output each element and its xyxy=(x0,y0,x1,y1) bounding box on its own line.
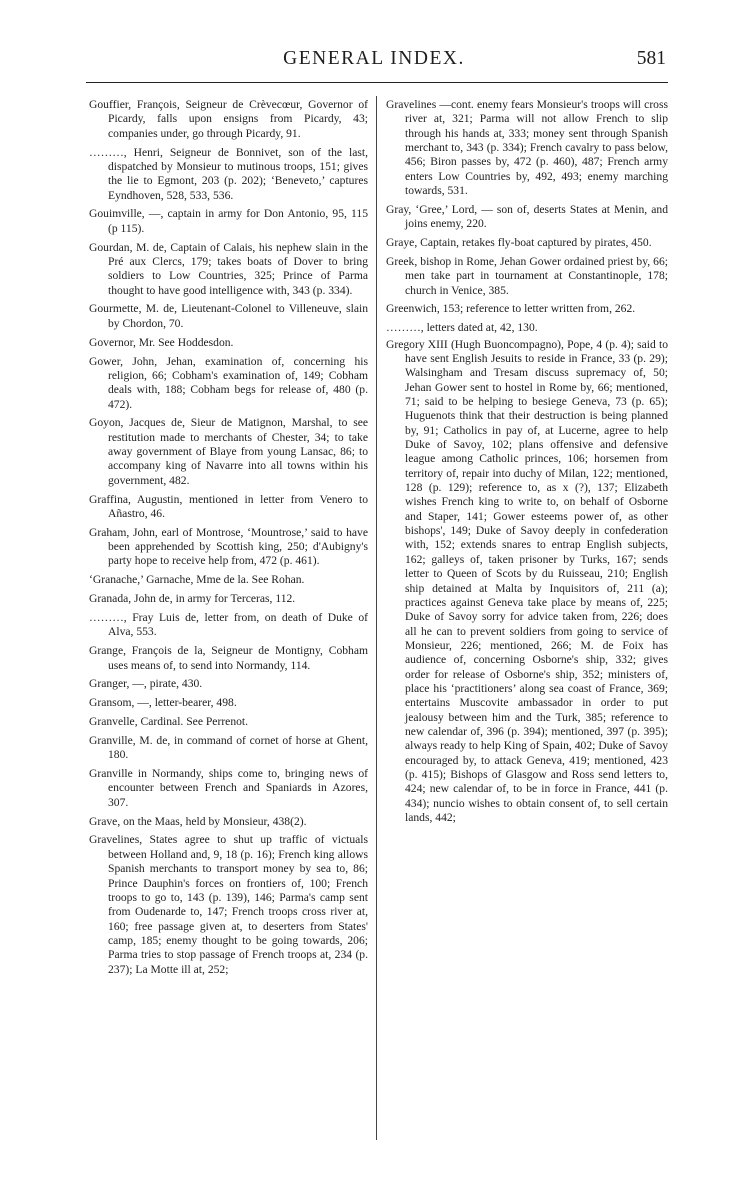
index-entry: Gray, ‘Gree,’ Lord, — son of, deserts States at Menin, and joins enemy, 220. xyxy=(386,202,668,231)
index-entry: Greek, bishop in Rome, Jehan Gower ordained priest by, 66; men take part in tournament at Constantinople, 178; church in Venice, 385. xyxy=(386,254,668,297)
right-column xyxy=(386,98,668,830)
index-entry: Gourmette, M. de, Lieutenant-Colonel to Villeneuve, slain by Chordon, 70. xyxy=(89,302,368,330)
index-entry: Granville in Normandy, ships come to, bringing news of encounter between French and Spaniards in Azores, 307. xyxy=(89,767,368,809)
index-entry: Gransom, —, letter-bearer, 498. xyxy=(89,696,237,710)
left-column xyxy=(89,98,368,981)
index-entry: Gourdan, M. de, Captain of Calais, his nephew slain in the Pré aux Clercs, 179; takes boats of Dover to bring soldiers to Low Countries, 325; Prince of Parma thought to have good intelligence with, 343 (p. 334). xyxy=(89,240,368,297)
page-number: 581 xyxy=(636,48,666,69)
index-entry: Grave, on the Maas, held by Monsieur, 438(2). xyxy=(89,814,307,828)
index-entry: ………, Fray Luis de, letter from, on death of Duke of Alva, 553. xyxy=(89,611,368,639)
index-entry: Goyon, Jacques de, Sieur de Matignon, Marshal, to see restitution made to merchants of Chester, 34; to take away government of Blaye from young Lansac, 86; to accompany king of Navarre into all towns within his government, 482. xyxy=(89,416,368,487)
index-entry: Granger, —, pirate, 430. xyxy=(89,677,203,691)
index-entry: Gravelines, States agree to shut up traffic of victuals between Holland and, 9, 18 (p. 16); French king allows Spanish merchants to transport money by sea to, 86; Prince Dauphin's forces on frontiers of, 100; French troops to go to, 143 (p. 139), 146; Parma's camp sent from Oudenarde to, 147; French troops cross river at, 160; free passage given at, to deserters from States' camp, 185; enemy thought to be going towards, 206; Parma tries to stop passage of French troops at, 234 (p. 237); La Motte ill at, 252; xyxy=(89,833,368,976)
index-entry: Graye, Captain, retakes fly-boat captured by pirates, 450. xyxy=(386,236,652,250)
index-entry: ‘Granache,’ Garnache, Mme de la. See Rohan. xyxy=(89,573,305,587)
page-header xyxy=(0,44,748,78)
index-entry: Gower, John, Jehan, examination of, concerning his religion, 66; Cobham's examination of, 149; Cobham deals with, 188; Cobham begs for release of, 480 (p. 472). xyxy=(89,354,368,411)
index-entry: Gravelines —cont. enemy fears Monsieur's troops will cross river at, 321; Parma will not allow French to slip through his hands at, 333; money sent through Spanish merchant to, 343 (p. 334); French cavalry to pass below, 456; Biron passes by, 472 (p. 460), 487; French army enters Low Countries by, 492, 493; enemy marching towards, 531. xyxy=(386,98,668,198)
header-rule xyxy=(86,82,668,83)
column-divider xyxy=(376,96,377,1140)
index-entry: Granvelle, Cardinal. See Perrenot. xyxy=(89,715,249,729)
index-entry: Gouffier, François, Seigneur de Crèvecœur, Governor of Picardy, falls upon ensigns from Picardy, 43; companies under, go through Picardy, 91. xyxy=(89,98,368,140)
index-entry: Granville, M. de, in command of cornet of horse at Ghent, 180. xyxy=(89,733,368,762)
index-entry: Governor, Mr. See Hoddesdon. xyxy=(89,335,234,349)
index-entry: Graham, John, earl of Montrose, ‘Mountrose,’ said to have been apprehended by Scottish king, 250; d'Aubigny's party hope to receive help from, 472 (p. 461). xyxy=(89,525,368,568)
index-entry: ………, Henri, Seigneur de Bonnivet, son of the last, dispatched by Monsieur to mutinous troops, 151; gives the lie to Egmont, 203 (p. 202); ‘Beneveto,’ captures Eyndhoven, 528, 533, 536. xyxy=(89,145,368,202)
index-entry: Graffina, Augustin, mentioned in letter from Venero to Añastro, 46. xyxy=(89,492,368,520)
index-entry: Gregory XIII (Hugh Buoncompagno), Pope, 4 (p. 4); said to have sent English Jesuits to reside in France, 33 (p. 29); Walsingham and Tresam discuss supremacy of, 50; Jehan Gower sent to hostel in Rome by, 66; mentioned, 71; said to be helping to besiege Geneva, 73 (p. 65); Huguenots think that their destruction is being planned by, 91; Catholics in pay of, at Lucerne, agree to help Duke of Savoy, 102; plans offensive and defensive league among Catholic princes, 106; horsemen from territory of, repair into duchy of Milan, 122; mentioned, 128 (p. 129); reference to, as x (?), 137; Elizabeth wishes French king to write to, on behalf of Osborne and Staper, 141; Gower esteems power of, as other bishops', 149; Duke of Savoy deeply in confederation with, 152; extends snares to entrap English subjects, 162; galleys of, taken prisoner by Turks, 167; sends letter to Queen of Scots by du Ruisseau, 210; English ship detained at Malta by Inquisitors of, 211 (a); practices against Geneva take place by means of, 225; Duke of Savoy sorry for advice taken from, 226; does all he can to prevent soldiers from going to service of Monsieur, 226; mentioned, 266; M. de Foix has audience of, concerning Osborne's ship, 332; gives order for release of Osborne's ship, 352; ministers of, place his ‘practitioners’ along sea coast of France, 369; entertains Muscovite ambassador in order to put jealousy between him and the Turk, 385; reference to new calendar of, 396 (p. 394); mentioned, 397 (p. 395); always ready to help King of Spain, 402; Duke of Savoy encouraged by, to attack Geneva, 419; mentioned, 423 (p. 415); Bishops of Glasgow and Ross send letters to, 424; new calendar of, to be in force in France, 441 (p. 434); nuncio wishes to obtain consent of, to sell certain lands, 442; xyxy=(386,337,668,824)
index-entry: Greenwich, 153; reference to letter written from, 262. xyxy=(386,302,636,316)
index-entry: Grange, François de la, Seigneur de Montigny, Cobham uses means of, to send into Normandy, 114. xyxy=(89,644,368,672)
index-entry: Gouimville, —, captain in army for Don Antonio, 95, 115 (p 115). xyxy=(89,207,368,235)
index-entry: ………, letters dated at, 42, 130. xyxy=(386,321,538,335)
index-entry: Granada, John de, in army for Terceras, 112. xyxy=(89,592,296,606)
running-title: GENERAL INDEX. xyxy=(283,48,465,69)
